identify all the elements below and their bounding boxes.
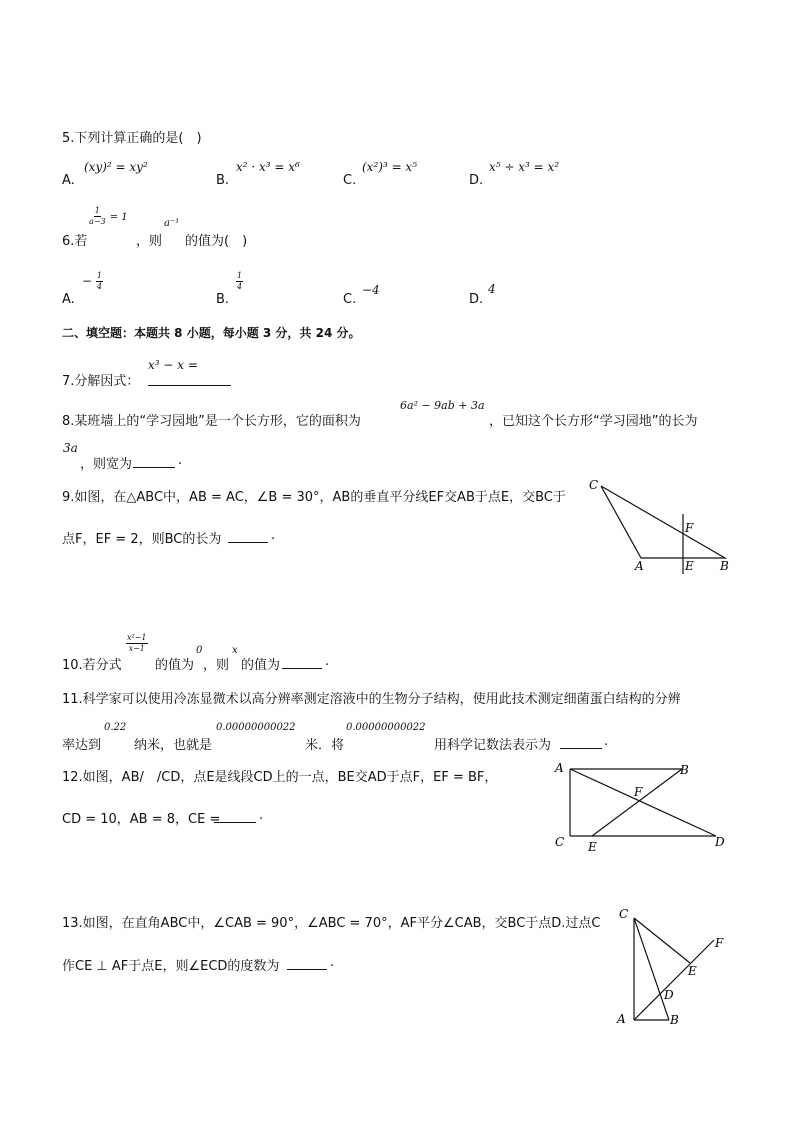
q13-label-a: A [617,1012,626,1026]
q13-label-d: D [664,988,674,1002]
q9-label-a: A [635,559,644,573]
q6-option-d-letter: D. [469,292,484,307]
q6-option-a [82,272,103,291]
q10-mid: 的值为 [155,658,195,673]
q10-x: x [232,645,238,656]
q9-line1: 9.如图，在△ABC中，AB = AC，∠B = 30°，AB的垂直平分线EF交AB于点E，交BC于 [62,490,566,505]
q9-label-e: E [685,559,694,573]
q13-label-c: C [619,907,629,921]
q11-end: . [604,734,609,749]
q5-stem: 5.下列计算正确的是( ) [62,131,202,146]
q12-label-c: C [555,835,565,849]
q8-answer-blank[interactable] [133,453,175,468]
q12-label-f: F [634,785,643,799]
q10-zero: 0 [196,645,203,656]
q11-line1: 11.科学家可以使用冷冻显微术以高分辨率测定溶液中的生物分子结构，使用此技术测定细菌蛋白结构的分辨 [62,692,681,707]
q13-segment-cb [634,918,669,1020]
q8-line2: ，则宽为 [80,457,133,472]
q9-figure [580,470,740,580]
q9-answer-blank[interactable] [228,528,268,543]
q12-line1: 12.如图，AB/ /CD，点E是线段CD上的一点，BE交AD于点F，EF = BF， [62,770,498,785]
q5-option-b-letter: B. [216,173,230,188]
q6-fraction [89,207,128,226]
q5-option-c-letter: C. [343,173,357,188]
q8-line1-b: ，已知这个长方形“学习园地”的长为 [489,414,698,429]
q10-frac-den: x−1 [128,644,145,653]
q13-label-b: B [670,1013,679,1027]
q12-answer-blank[interactable] [214,808,256,823]
q9-line2: 点F，EF = 2，则BC的长为 [62,532,222,547]
q12-segment-be [592,769,682,836]
q8-expr-area: 6a² − 9ab + 3a [400,399,485,412]
q6-number: 6.若 [62,234,88,249]
q12-label-d: D [715,835,725,849]
q11-value-022: 0.22 [104,722,127,733]
q9-end: . [271,528,276,543]
q7-text: 7.分解因式： [62,374,140,389]
q11-line2-a: 率达到 [62,738,102,753]
q6-option-c-letter: C. [343,292,357,307]
q9-triangle [601,486,725,558]
q9-label-f: F [685,521,694,535]
q5-option-d: x⁵ ÷ x³ = x² [489,160,560,174]
q5-option-a: (xy)² = xy² [84,160,148,174]
q5-option-b: x² · x³ = x⁶ [236,160,300,174]
q6-option-b-num: 1 [237,271,243,280]
q13-segment-ce [634,918,690,963]
q12-segment-ad [570,769,716,836]
q13-line1: 13.如图，在直角ABC中，∠CAB = 90°，∠ABC = 70°，AF平分∠CAB，交BC于点D.过点C [62,916,601,931]
q11-line2-d: 用科学记数法表示为 [434,738,552,753]
q13-label-f: F [715,936,724,950]
q11-value-meters: 0.00000000022 [216,722,296,733]
q12-figure [548,758,738,856]
q9-label-c: C [589,478,599,492]
q12-label-a: A [555,761,564,775]
q10-tail: 的值为 [241,658,281,673]
q13-label-e: E [688,964,697,978]
q13-end: . [330,955,335,970]
q6-frac-num: 1 [94,206,100,215]
q13-figure [604,900,744,1035]
q6-option-b-letter: B. [216,292,230,307]
q8-end: . [178,453,183,468]
q12-end: . [259,808,264,823]
q10-frac-num: x²−1 [127,633,147,642]
q6-option-c: −4 [362,283,380,297]
q6-option-a-den: 4 [96,282,102,291]
q6-option-b-den: 4 [237,282,243,291]
q6-option-a-letter: A. [62,292,75,307]
q9-label-b: B [720,559,729,573]
q6-power: a⁻¹ [164,218,180,229]
q5-option-a-letter: A. [62,173,75,188]
q11-line2-c: 米．将 [305,738,345,753]
q12-line2: CD = 10，AB = 8，CE = [62,812,221,827]
q13-answer-blank[interactable] [287,955,327,970]
q6-tail: 的值为( ) [185,234,248,249]
q8-expr-length: 3a [63,441,78,455]
q10-then: ，则 [203,658,230,673]
q5-option-d-letter: D. [469,173,484,188]
q6-equals: = 1 [109,212,128,223]
q8-line1-a: 8.某班墙上的“学习园地”是一个长方形，它的面积为 [62,414,361,429]
q10-fraction [126,634,148,653]
q6-option-b [236,272,243,291]
q6-frac-den: a−3 [89,217,106,226]
q11-answer-blank[interactable] [560,734,602,749]
q7-answer-blank[interactable] [148,371,231,386]
q10-end: . [325,654,330,669]
q10-number: 10.若分式 [62,658,122,673]
q11-line2-b: 纳米，也就是 [134,738,213,753]
q13-line2: 作CE ⊥ AF于点E，则∠ECD的度数为 [62,959,280,974]
q10-answer-blank[interactable] [282,654,322,669]
q12-label-e: E [588,840,597,854]
q7-expr: x³ − x = [148,358,198,372]
q6-option-d: 4 [488,282,496,296]
q6-then: ，则 [136,234,163,249]
q6-option-a-num: 1 [96,271,102,280]
q6-option-a-sign: − [82,274,93,288]
q5-option-c: (x²)³ = x⁵ [362,160,418,174]
q12-label-b: B [680,763,689,777]
q11-value-convert: 0.00000000022 [346,722,426,733]
section-heading: 二、填空题：本题共 8 小题，每小题 3 分，共 24 分。 [62,326,361,340]
